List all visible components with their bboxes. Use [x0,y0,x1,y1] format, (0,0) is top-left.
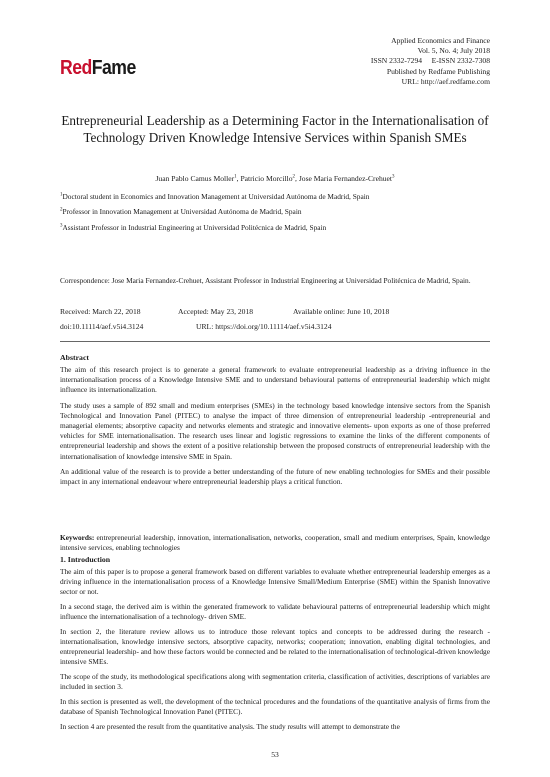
author-3: Jose Maria Fernandez-Crehuet [298,174,393,183]
doi-text: doi:10.11114/aef.v5i4.3124 [60,322,144,331]
journal-info [371,36,490,87]
correspondence: Correspondence: Jose Maria Fernandez-Crehuet, Assistant Professor in Industrial Engineering at Universidad Politécnica de Madrid, Spain. [60,276,471,285]
article-dates [60,307,389,317]
paper-title: Entrepreneurial Leadership as a Determining Factor in the Internationalisation of Technology Driven Knowledge Intensive Services within Spanish SMEs [61,113,489,145]
affiliations [60,192,490,238]
abstract-heading: Abstract [60,353,90,362]
author-1: Juan Pablo Camus Moller [155,174,235,183]
intro-paragraph: In section 2, the literature review allows us to introduce those relevant topics and concepts to be addressed during the research -internationalisation, knowledge intensive sectors, absorptive capacity, networks; cooperation; innovation, enabling digital technologies, and entrepreneurial leadership- and how these factors would be connected and be related to the internationalisation of technological-driven knowledge intensive SMEs. [60,626,490,667]
abstract-paragraph: The study uses a sample of 892 small and medium enterprises (SMEs) in the technology based knowledge intensive sectors from the Spanish Technological and Innovation Panel (PITEC) to analyse the impact of three dimension of entrepreneurial leadership -entrepreneurial and managerial elements; absorptive capacity and networks elements and strategic and innovative elements- upon exports as one of those preferred vehicles for SME internationalisation. The research uses linear and logistic regressions to examine the links of the different components of entrepreneurial leadership and shows the extent of a positive relationship between the proposed constructs of entrepreneurial leadership with the internationalisation of knowledge intensive SME in Spain. [60,400,490,461]
affiliation-2: $^2$Professor in Innovation Management at Universidad Autónoma de Madrid, Spain [60,207,302,217]
keywords [60,533,490,553]
journal-url: URL: http://aef.redfame.com [401,76,490,86]
header-divider [60,341,490,342]
affiliation-1: $^1$Doctoral student in Economics and Innovation Management at Universidad Autónoma de Madrid, Spain [60,192,370,201]
journal-publisher: Published by Redfame Publishing [386,66,490,76]
intro-paragraph: The aim of this paper is to propose a general framework based on different variables to evaluate whether entrepreneurial leadership emerges as a driving influence in the internationalisation process of a Knowledge Intensive Small/Medium Enterprise (SME) within the Spanish Innovative sector or not. [60,567,490,597]
abstract-paragraph: The aim of this research project is to generate a general framework to evaluate entrepreneurial leadership as a driving influence in the internationalisation process of a Knowledge Intensive SME and to understand behavioural patterns of entrepreneurial leadership which might influence its internationalization. [60,365,490,395]
redfame-logo: RedFame [60,56,136,79]
intro-paragraph: In a second stage, the derived aim is within the generated framework to validate behavioural patterns of entrepreneurial leadership which might influence the internationalisation of a technology- driven SME. [60,602,490,622]
introduction-body [60,567,490,737]
journal-name: Applied Economics and Finance [391,36,490,45]
abstract-paragraph: An additional value of the research is to provide a better understanding of the future of new enabling technologies for SMEs and their possible impact in any international endeavour where entrepreneurial leadership plays a critical function. [60,467,490,487]
journal-volume: Vol. 5, No. 4; July 2018 [417,46,490,56]
received-date: Received: March 22, 2018 [60,307,141,316]
intro-paragraph: The scope of the study, its methodological specifications along with segmentation criteria, classification of activities, descriptions of variables are included in section 3. [60,672,490,692]
abstract-body [60,365,490,493]
introduction-heading: 1. Introduction [60,555,111,564]
intro-paragraph: In section 4 are presented the result from the quantitative analysis. The study results will attempt to demonstrate the [60,722,400,731]
keywords-label: Keywords: [60,533,95,542]
journal-issn: ISSN 2332-7294 E-ISSN 2332-7308 [370,56,490,66]
online-date: Available online: June 10, 2018 [293,307,390,316]
author-2: Patricio Morcillo [240,174,293,183]
page-number: 53 [271,750,279,759]
accepted-date: Accepted: May 23, 2018 [178,307,254,316]
doi-url-link[interactable]: URL: https://doi.org/10.11114/aef.v5i4.3124 [196,322,332,331]
keywords-list: entrepreneurial leadership, innovation, internationalisation, networks, cooperation, small and medium enterprises, Spain, knowledge intensive services, enabling technologies [60,533,490,553]
author-list: Juan Pablo Camus Moller$^1$, Patricio Morcillo$^2$, Jose Maria Fernandez-Crehuet$^3$ [155,174,395,183]
intro-paragraph: In this section is presented as well, the development of the technical procedures and the foundations of the quantitative analysis of firms from the database of Spanish Technological Innovation Panel (PITEC). [60,697,490,717]
affiliation-3: $^3$Assistant Professor in Industrial Engineering at Universidad Politécnica de Madrid, Spain [60,222,327,232]
doi-line [60,322,332,332]
